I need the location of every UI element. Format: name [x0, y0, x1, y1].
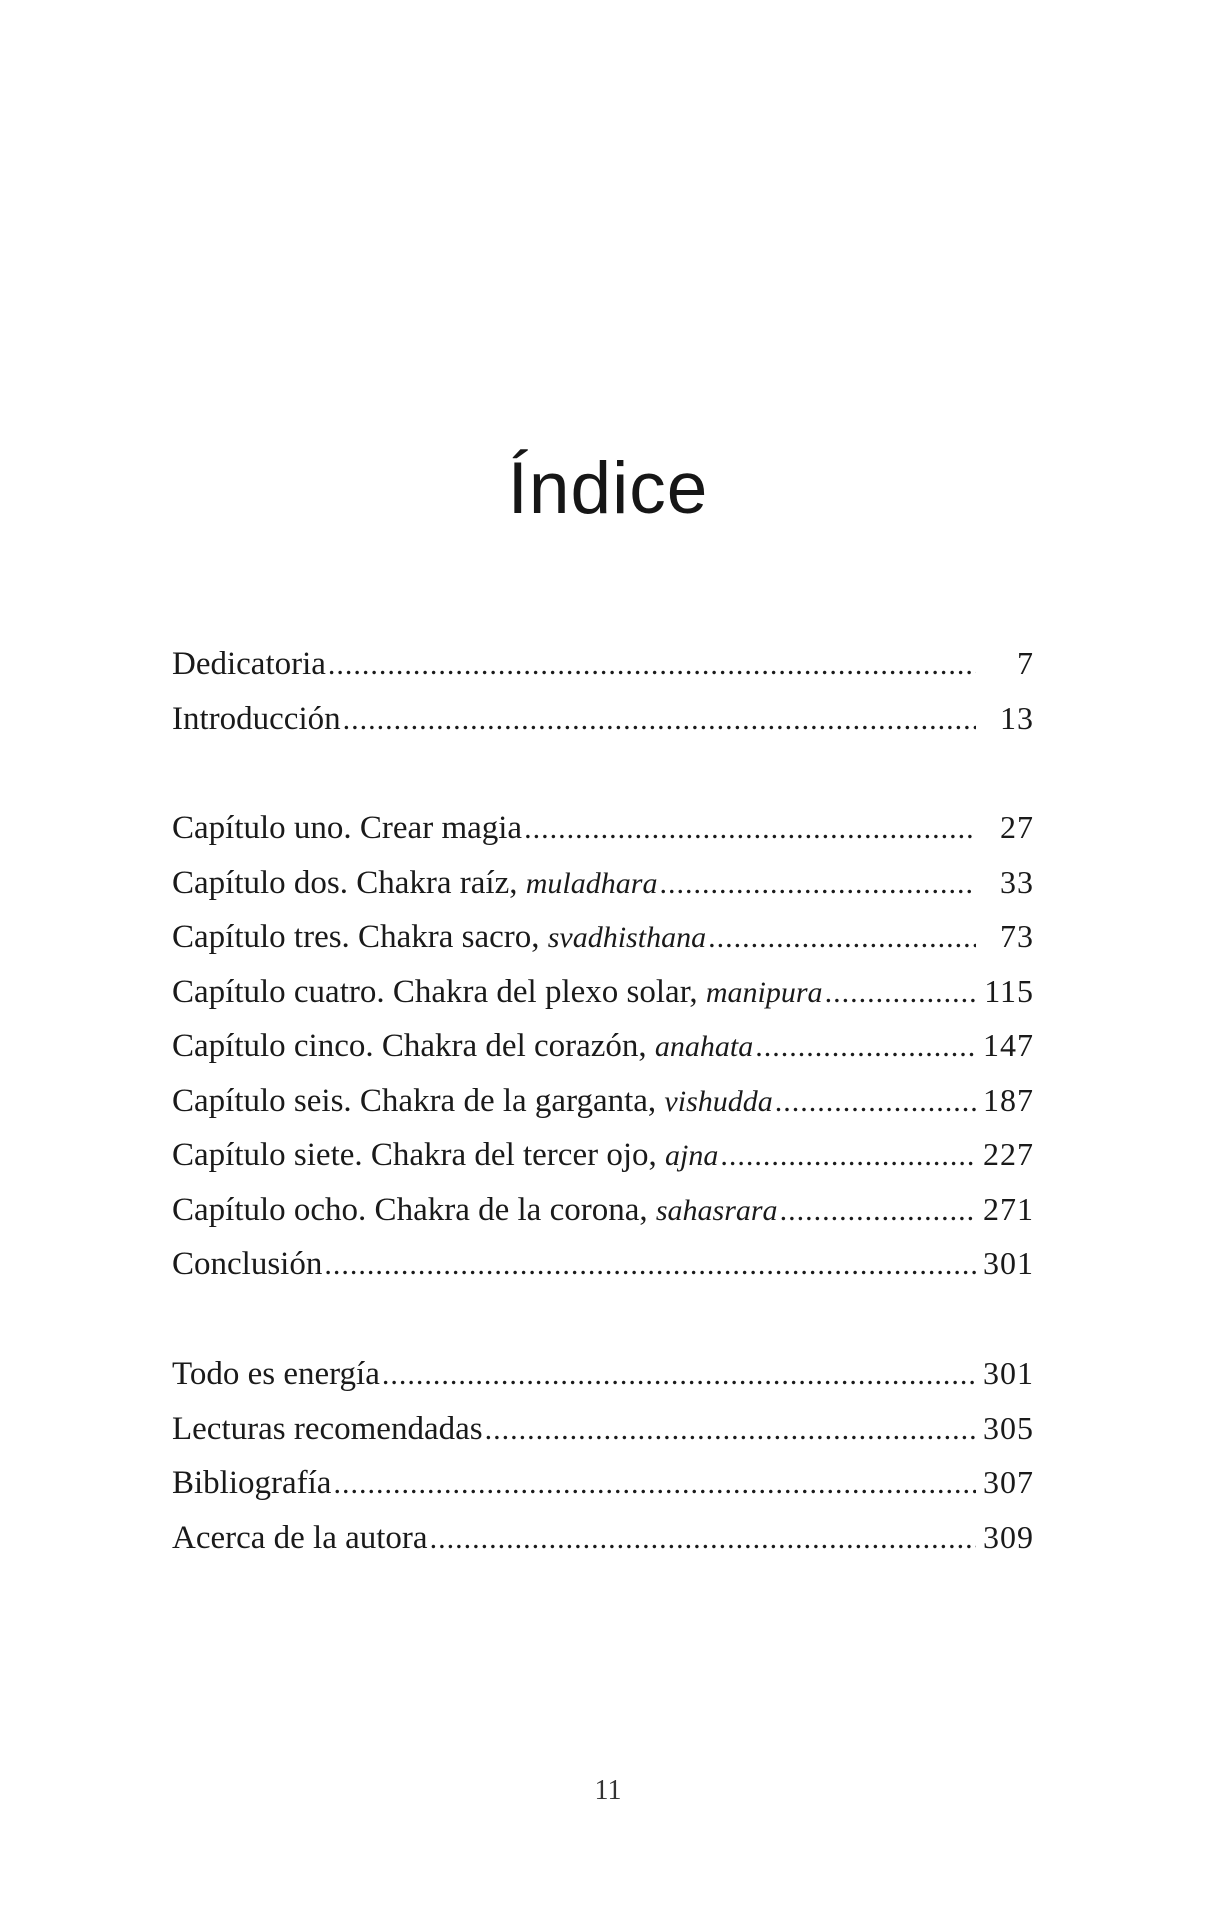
- toc-entry-title-text: Capítulo seis. Chakra de la garganta,: [172, 1082, 665, 1119]
- toc-entry: [172, 1346, 1034, 1401]
- dot-leader: [780, 1184, 976, 1239]
- toc-entry-title: [172, 910, 706, 966]
- toc-entry-page-number: 227: [983, 1136, 1034, 1172]
- toc-entry-title-text: Capítulo cuatro. Chakra del plexo solar,: [172, 973, 706, 1010]
- toc-entry: [172, 964, 1034, 1019]
- toc-entry: [172, 1510, 1034, 1565]
- toc-entry-title-text: Capítulo dos. Chakra raíz,: [172, 864, 526, 901]
- toc-entry-sanskrit-name: sahasrara: [655, 1193, 778, 1227]
- toc-entry-page-number: 301: [983, 1245, 1034, 1281]
- toc-entry: [172, 855, 1034, 910]
- toc-entry-title: [172, 1402, 483, 1457]
- toc-entry: [172, 1455, 1034, 1510]
- toc-entry: [172, 636, 1034, 691]
- toc-entry-title-text: Capítulo siete. Chakra del tercer ojo,: [172, 1137, 666, 1173]
- toc-entry-page-number: 13: [1000, 699, 1034, 736]
- dot-leader: [333, 1457, 976, 1512]
- toc-entry-title: [172, 1456, 331, 1511]
- dot-leader: [524, 802, 976, 857]
- toc-entry: [172, 1401, 1034, 1456]
- page-number: 11: [594, 1775, 622, 1806]
- toc-entry: [172, 800, 1034, 855]
- toc-entry: [172, 1018, 1034, 1073]
- toc-entry-title: [172, 1237, 322, 1292]
- toc-group-front-matter: [172, 636, 1034, 745]
- toc-entry-title-text: Capítulo ocho. Chakra de la corona,: [172, 1191, 656, 1228]
- dot-leader: [328, 638, 976, 693]
- toc-entry-page-number: 309: [983, 1518, 1034, 1555]
- dot-leader: [343, 693, 976, 748]
- toc-entry-title-text: Dedicatoria: [172, 646, 326, 682]
- toc-entry-page-number: 7: [1017, 645, 1034, 681]
- toc-entry-title-text: Capítulo tres. Chakra sacro,: [172, 919, 548, 955]
- toc-entry-title: [172, 856, 657, 912]
- toc-entry-sanskrit-name: anahata: [654, 1030, 754, 1063]
- toc-entry-sanskrit-name: ajna: [665, 1139, 719, 1172]
- toc-entry-title: [172, 1511, 428, 1566]
- dot-leader: [324, 1238, 976, 1293]
- page-title: Índice: [507, 447, 709, 529]
- dot-leader: [775, 1075, 976, 1130]
- toc-entry-title-text: Introducción: [172, 700, 341, 737]
- toc-entry-page-number: 307: [983, 1464, 1034, 1500]
- toc-entry: [172, 691, 1034, 746]
- toc-entry-title-text: Lecturas recomendadas: [172, 1410, 483, 1447]
- toc-entry-title-text: Capítulo uno. Crear magia: [172, 810, 523, 846]
- toc-entry: [172, 1073, 1034, 1128]
- dot-leader: [755, 1020, 976, 1075]
- dot-leader: [382, 1348, 976, 1403]
- toc-entry-page-number: 301: [983, 1355, 1034, 1391]
- toc-group-back-matter: [172, 1346, 1034, 1564]
- toc-entry-page-number: 305: [983, 1409, 1034, 1446]
- toc-entry-title: [172, 1074, 773, 1130]
- dot-leader: [659, 857, 976, 912]
- dot-leader: [485, 1403, 976, 1458]
- toc-entry-page-number: 73: [1000, 918, 1034, 954]
- toc-entry-title: [172, 1128, 718, 1184]
- dot-leader: [720, 1129, 976, 1184]
- toc-entry-title-text: Todo es energía: [172, 1356, 380, 1392]
- toc-entry-sanskrit-name: svadhisthana: [547, 921, 707, 954]
- toc-entry-title: [172, 1347, 380, 1402]
- toc-entry-title-text: Bibliografía: [172, 1465, 332, 1501]
- toc-entry-title: [172, 1019, 753, 1075]
- toc-entry-page-number: 271: [983, 1190, 1034, 1227]
- toc-entry-page-number: 33: [1000, 863, 1034, 900]
- toc-entry-title: [172, 692, 341, 747]
- toc-entry-title-text: Capítulo cinco. Chakra del corazón,: [172, 1028, 655, 1064]
- toc-entry: [172, 1127, 1034, 1182]
- toc-entry-sanskrit-name: vishudda: [664, 1084, 773, 1118]
- toc-entry-title-text: Acerca de la autora: [172, 1519, 428, 1556]
- toc-entry-page-number: 147: [983, 1027, 1034, 1063]
- toc-entry-sanskrit-name: muladhara: [525, 866, 658, 900]
- toc-entry-title: [172, 965, 823, 1021]
- toc-entry-sanskrit-name: manipura: [705, 975, 823, 1009]
- toc-entry-title: [172, 801, 522, 856]
- toc-group-chapters: [172, 800, 1034, 1291]
- toc-entry-page-number: 187: [983, 1081, 1034, 1118]
- toc-entry-title: [172, 637, 326, 692]
- toc-entry: [172, 1236, 1034, 1291]
- toc-entry-page-number: 115: [984, 972, 1034, 1009]
- dot-leader: [708, 911, 976, 966]
- toc-entry: [172, 909, 1034, 964]
- dot-leader: [430, 1512, 976, 1567]
- toc-entry-page-number: 27: [1000, 809, 1034, 845]
- toc-entry-title: [172, 1183, 778, 1239]
- dot-leader: [825, 966, 976, 1021]
- toc-entry: [172, 1182, 1034, 1237]
- toc-entry-title-text: Conclusión: [172, 1246, 323, 1282]
